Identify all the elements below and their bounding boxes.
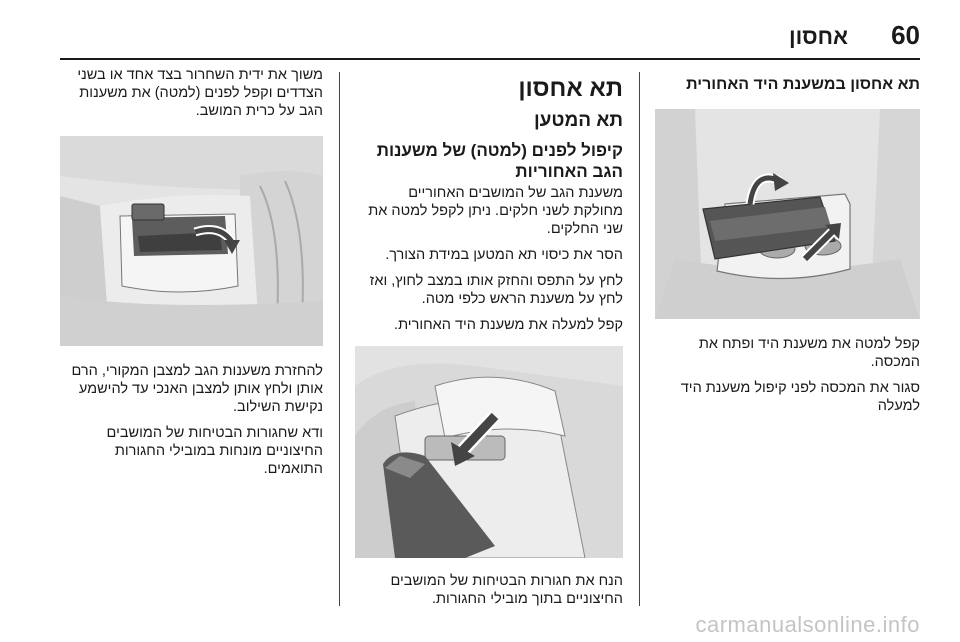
watermark: carmanualsonline.info <box>695 612 920 637</box>
paragraph: הסר את כיסוי תא המטען במידת הצורך. <box>385 247 623 263</box>
cargo-heading: תא המטען <box>533 110 623 131</box>
column-left <box>60 66 323 486</box>
paragraph: ודא שחגורות הבטיחות של המושבים החיצוניים מונחות במובילי החגורות התואמים. <box>106 425 323 477</box>
paragraph: משוך את ידית השחרור בצד אחד או בשני הצדדים וקפל לפנים (למטה) את משענות הגב על כרית המושב. <box>77 67 323 119</box>
column-right <box>655 74 920 423</box>
paragraph: להחזרת משענות הגב למצבן המקורי, הרם אותן ולחץ אותן למצבן האנכי עד להישמע נקישת השילוב. <box>71 363 323 415</box>
storage-heading: תא אחסון <box>518 75 623 102</box>
armrest-storage-heading: תא אחסון במשענת היד האחורית <box>686 76 920 93</box>
paragraph: קפל למעלה את משענת היד האחורית. <box>394 317 623 333</box>
paragraph: סגור את המכסה לפני קיפול משענת היד למעלה <box>680 380 920 414</box>
fold-seatback-heading: קיפול לפנים (למטה) של משענות הגב האחוריות <box>376 141 623 181</box>
section-title: אחסון <box>788 24 848 49</box>
paragraph: הנח את חגורות הבטיחות של המושבים החיצוניים בתוך מובילי החגורות. <box>390 573 623 607</box>
column-divider-left <box>339 72 340 606</box>
armrest-storage-illustration <box>655 109 920 319</box>
paragraph: קפל למטה את משענת היד ופתח את המכסה. <box>698 336 920 370</box>
header-divider <box>60 58 920 60</box>
column-divider-right <box>639 72 640 606</box>
page-number: 60 <box>891 20 920 50</box>
paragraph: לחץ על התפס והחזק אותו במצב לחוץ, ואז לחץ על משענת הראש כלפי מטה. <box>369 273 623 307</box>
column-middle <box>355 74 623 616</box>
seatback-release-illustration <box>60 136 323 346</box>
headrest-latch-illustration <box>355 346 623 558</box>
page-header <box>60 14 920 60</box>
paragraph: משענת הגב של המושבים האחוריים מחולקת לשני חלקים. ניתן לקפל למטה את שני החלקים. <box>368 185 623 237</box>
